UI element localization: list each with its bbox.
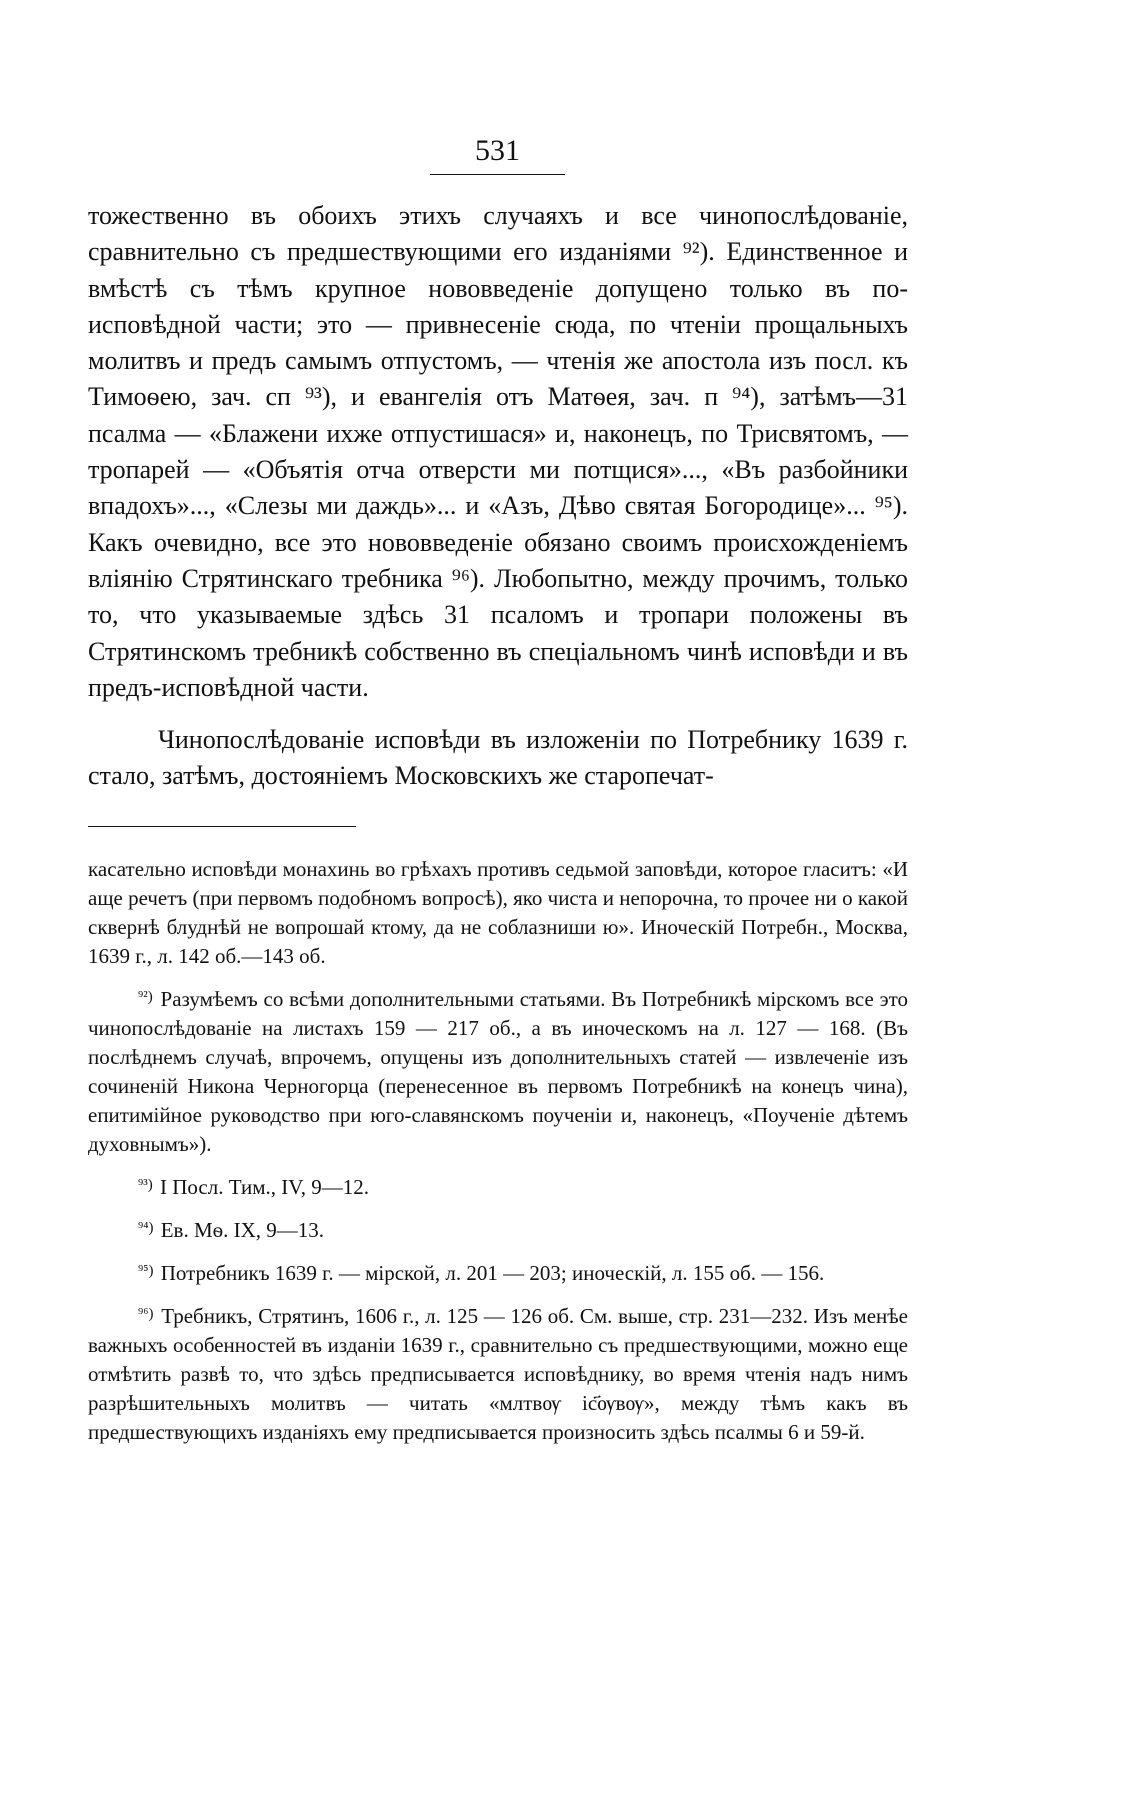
footnote-marker: ⁹²)	[138, 989, 153, 1005]
footnote-marker: ⁹³)	[138, 1177, 153, 1193]
page-number: 531	[475, 134, 520, 167]
main-text	[88, 198, 908, 795]
footnotes	[88, 855, 908, 1459]
footnote-marker: ⁹⁴)	[138, 1220, 154, 1236]
footnote-95	[88, 1257, 908, 1288]
footnote-marker: ⁹⁵)	[138, 1263, 154, 1279]
footnote-text: Разумѣемъ со всѣми дополнительными статьями. Въ Потребникѣ мірскомъ все это чинопослѣдованіе на листахъ 159 — 217 об., а въ иноческомъ на л. 127 — 168. (Въ послѣднемъ случаѣ, впрочемъ, опущены изъ дополнительныхъ статей — извлеченіе изъ сочиненій Никона Черногорца (перенесенное въ первомъ Потребникѣ на конецъ чина), епитимійное руководство при юго-славянскомъ поученіи и, наконецъ, «Поученіе дѣтемъ духовнымъ»).	[88, 987, 908, 1156]
footnote-text: Потребникъ 1639 г. — мірской, л. 201 — 203; иноческій, л. 155 об. — 156.	[160, 1261, 825, 1285]
footnote-94	[88, 1214, 908, 1245]
footnote-text: Ев. Мѳ. IX, 9—13.	[160, 1218, 325, 1242]
footnote-93	[88, 1171, 908, 1202]
footnote-92	[88, 983, 908, 1159]
footnote-marker: ⁹⁶)	[138, 1306, 154, 1322]
footnote-text: Требникъ, Стрятинъ, 1606 г., л. 125 — 126 об. См. выше, стр. 231—232. Изъ менѣе важныхъ особенностей въ изданіи 1639 г., сравнительно съ предшествующими, можно еще отмѣтить развѣ то, что здѣсь предписывается исповѣднику, во время чтенія надъ нимъ разрѣшительныхъ молитвъ — читать «млтвѹ іс҃ѹвѹ», между тѣмъ какъ въ предшествующихъ изданіяхъ ему предписывается произносить здѣсь псалмы 6 и 59-й.	[88, 1304, 909, 1444]
footnote-continuation	[88, 855, 908, 971]
footnote-96	[88, 1300, 908, 1447]
main-paragraph: тожественно въ обоихъ этихъ случаяхъ и все чинопослѣдованіе, сравнительно съ предшествующими его изданіями ⁹²). Единственное и вмѣстѣ съ тѣмъ крупное нововведеніе допущено только въ по-исповѣдной части; это — привнесеніе сюда, по чтеніи прощальныхъ молитвъ и предъ самымъ отпустомъ, — чтенія же апостола изъ посл. къ Тимоѳею, зач. сп ⁹³), и евангелія отъ Матѳея, зач. п ⁹⁴), затѣмъ—31 псалма — «Блажени ихже отпустишася» и, наконецъ, по Трисвятомъ, — тропарей — «Объятія отча отверсти ми потщися»..., «Въ разбойники впадохъ»..., «Слезы ми даждь»... и «Азъ, Дѣво святая Богородице»... ⁹⁵). Какъ очевидно, все это нововведеніе обязано своимъ происхожденіемъ вліянію Стрятинскаго требника ⁹⁶). Любопытно, между прочимъ, только то, что указываемые здѣсь 31 псаломъ и тропари положены въ Стрятинскомъ требникѣ собственно въ спеціальномъ чинѣ исповѣди и въ предъ-исповѣдной части.	[88, 201, 908, 702]
page-number-underline	[430, 174, 565, 175]
main-paragraph: Чинопослѣдованіе исповѣди въ изложеніи по Потребнику 1639 г. стало, затѣмъ, достояніемъ Московскихъ же старопечат-	[88, 725, 908, 791]
footnote-text: касательно исповѣди монахинь во грѣхахъ противъ седьмой заповѣди, которое гласитъ: «И аще речетъ (при первомъ подобномъ вопросѣ), яко чиста и непорочна, то прочее ни о какой сквернѣ блуднѣй не вопрошай ктому, да не соблазниши ю». Иноческій Потребн., Москва, 1639 г., л. 142 об.—143 об.	[88, 857, 908, 968]
footnote-text: I Посл. Тим., IV, 9—12.	[159, 1175, 369, 1199]
footnote-separator	[88, 826, 356, 827]
